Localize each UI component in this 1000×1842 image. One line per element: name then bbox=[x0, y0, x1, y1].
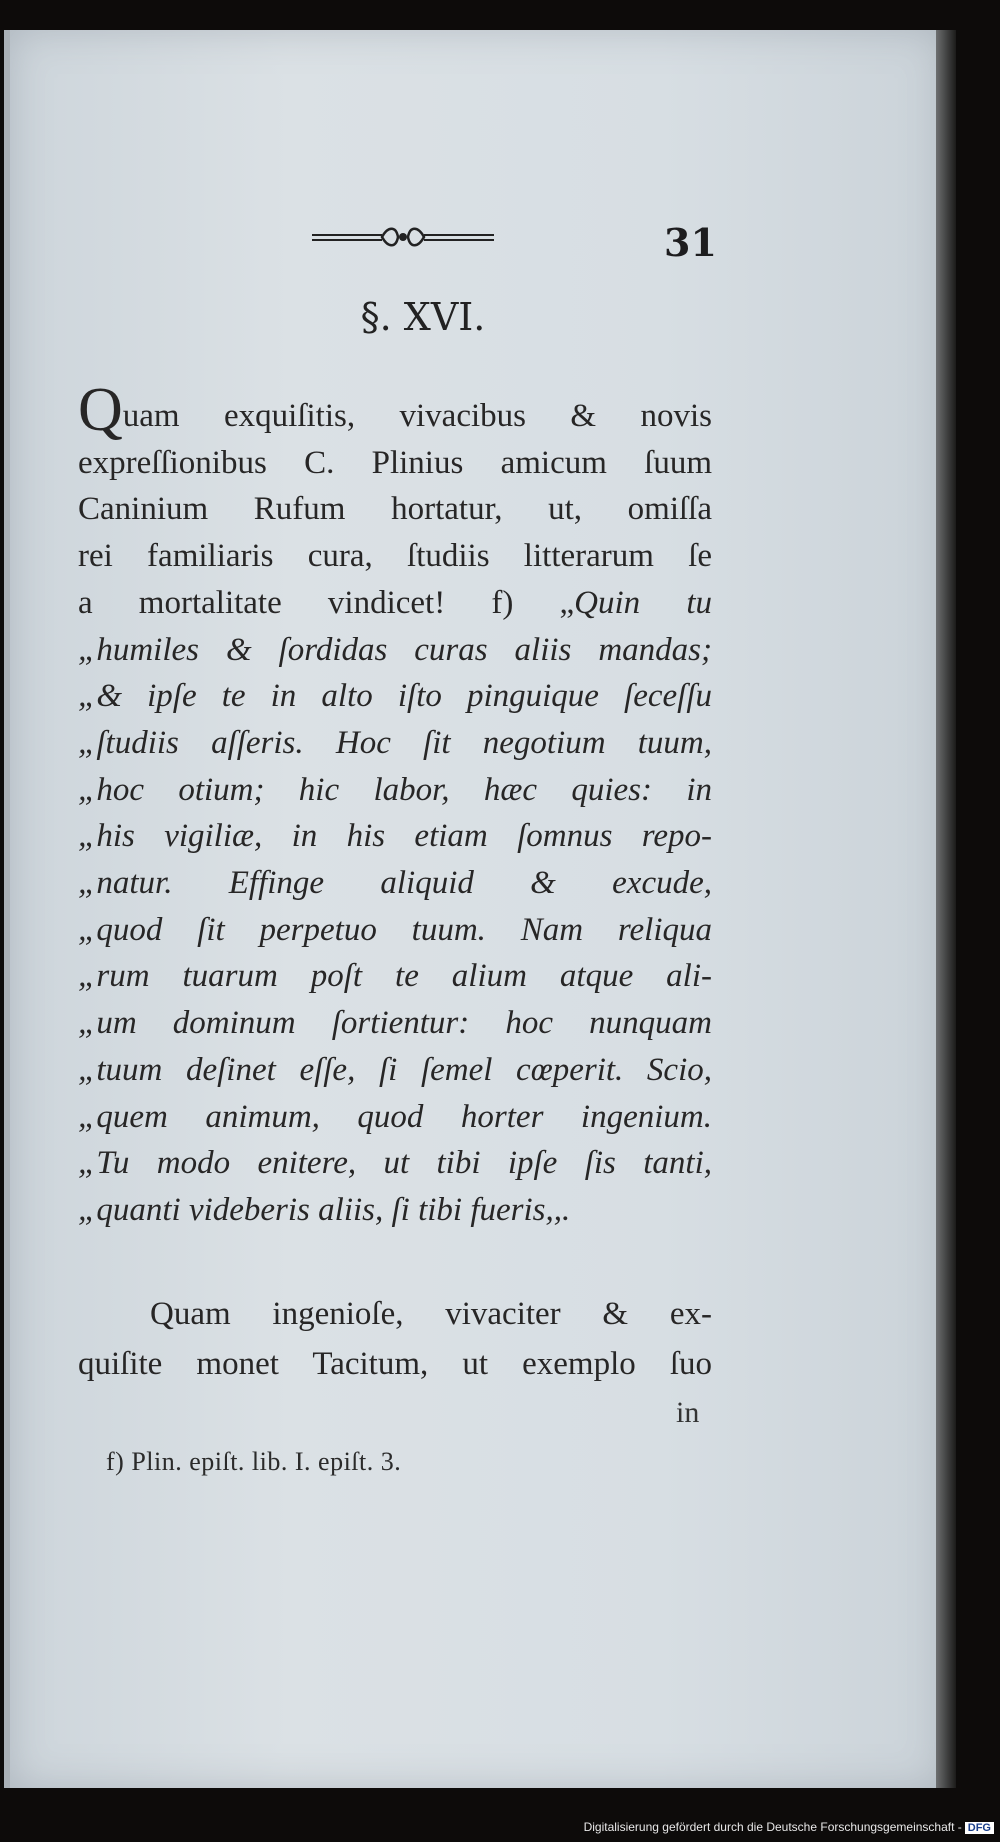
text-line: „rum tuarum poſt te alium atque ali- bbox=[78, 958, 712, 995]
text-run-italic: Quin tu bbox=[574, 584, 712, 621]
text-run: uam exquiſitis, vivacibus & novis bbox=[122, 398, 712, 434]
text-line bbox=[78, 376, 712, 444]
text-line: Quam ingenioſe, vivaciter & ex- bbox=[150, 1296, 712, 1332]
page-number: 31 bbox=[664, 220, 717, 265]
text-line bbox=[78, 580, 712, 627]
text-line: „tuum deſinet eſſe, ſi ſemel cœperit. Scio, bbox=[78, 1051, 712, 1088]
section-heading: §. XVI. bbox=[360, 295, 486, 339]
text-line: „humiles & ſordidas curas aliis mandas; bbox=[78, 631, 712, 668]
text-line: „natur. Effinge aliquid & excude, bbox=[78, 865, 712, 902]
text-line: „his vigiliæ, in his etiam ſomnus repo- bbox=[78, 818, 712, 855]
text-line: „quem animum, quod horter ingenium. bbox=[78, 1098, 712, 1135]
text-line: quiſite monet Tacitum, ut exemplo ſuo bbox=[78, 1346, 712, 1382]
text-run-italic: Hoc ſit negotium tuum, bbox=[335, 724, 712, 761]
text-line: „Tu modo enitere, ut tibi ipſe ſis tanti, bbox=[78, 1145, 712, 1182]
page-edge-shadow bbox=[936, 30, 956, 1788]
text-line: rei familiaris cura, ſtudiis litterarum ſe bbox=[78, 538, 712, 575]
ornament-icon bbox=[312, 224, 494, 252]
paragraph-1 bbox=[78, 376, 712, 1234]
catchword: in bbox=[676, 1396, 700, 1429]
text-line bbox=[78, 720, 712, 767]
text-run: a mortalitate vindicet! f) „ bbox=[78, 584, 575, 621]
text-line: Caninium Rufum hortatur, ut, omiſſa bbox=[78, 491, 712, 528]
text-line: „um dominum ſortientur: hoc nunquam bbox=[78, 1005, 712, 1042]
dfg-logo: DFG bbox=[965, 1822, 994, 1834]
text-line: „quod ſit perpetuo tuum. Nam reliqua bbox=[78, 911, 712, 948]
text-line: „& ipſe te in alto iſto pinguique ſeceſſu bbox=[78, 678, 712, 715]
text-line: „hoc otium; hic labor, hæc quies: in bbox=[78, 771, 712, 808]
attribution-text: Digitalisierung gefördert durch die Deutsche Forschungsgemeinschaft - bbox=[583, 1820, 962, 1834]
text-line: expreſſionibus C. Plinius amicum ſuum bbox=[78, 444, 712, 481]
footnote: f) Plin. epiſt. lib. I. epiſt. 3. bbox=[106, 1447, 402, 1476]
text-run-italic: „ſtudiis aſſeris. bbox=[78, 724, 304, 761]
digitization-attribution bbox=[584, 1820, 994, 1834]
drop-cap: Q bbox=[78, 376, 123, 444]
paragraph-2 bbox=[78, 1289, 712, 1389]
text-line: „quanti videberis aliis, ſi tibi fueris,,. bbox=[78, 1191, 571, 1228]
